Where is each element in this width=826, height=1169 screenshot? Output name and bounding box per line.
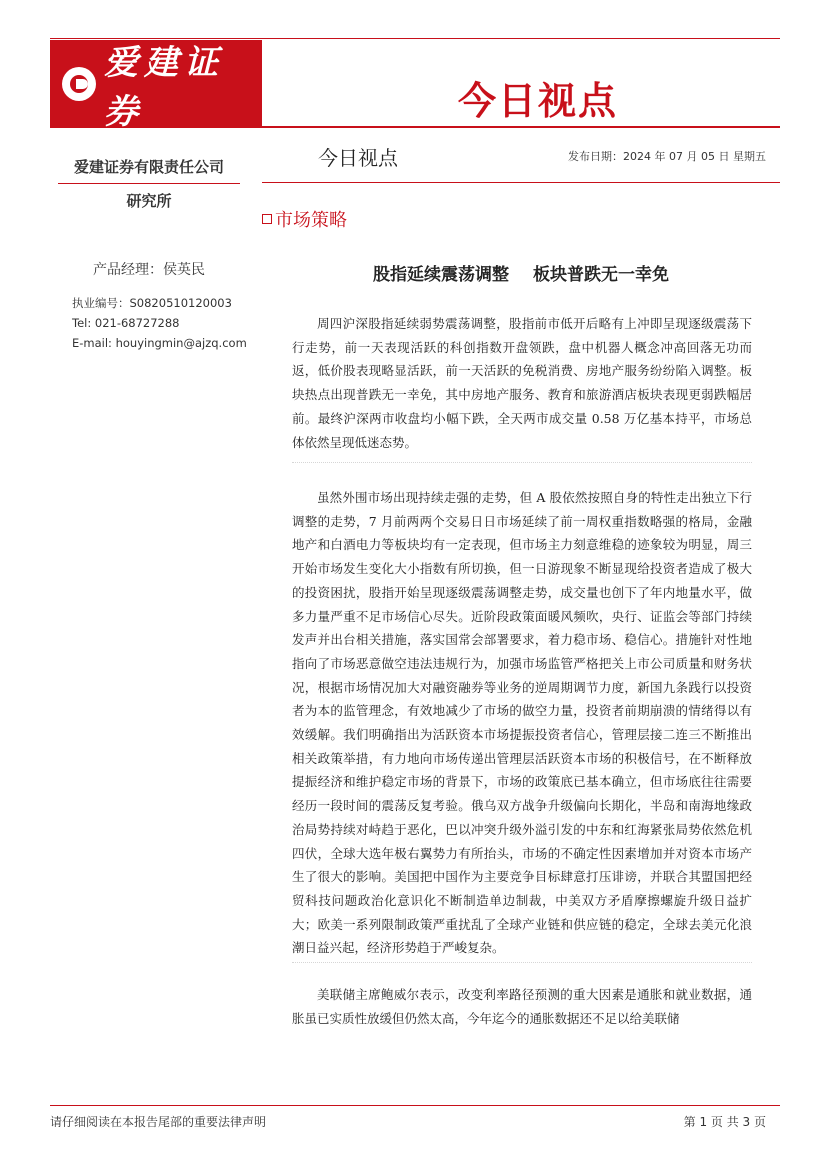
sidebar <box>50 140 248 353</box>
checkbox-square-icon <box>262 214 272 224</box>
paragraph-divider <box>292 962 752 963</box>
legal-disclaimer: 请仔细阅读在本报告尾部的重要法律声明 <box>50 1115 267 1129</box>
article-paragraph: 美联储主席鲍威尔表示，改变利率路径预测的重大因素是通胀和就业数据，通胀虽已实质性放缓但仍然太高，今年迄今的通胀数据还不足以给美联储 <box>292 987 752 1026</box>
institute-name: 研究所 <box>126 192 172 210</box>
article-paragraph: 周四沪深股指延续弱势震荡调整，股指前市低开后略有上冲即呈现逐级震荡下行走势，前一天表现活跃的科创指数开盘领跌，盘中机器人概念冲高回落无功而返，低价股表现略显活跃，前一天活跃的免税消费、房地产服务纷纷陷入调整。板块热点出现普跌无一幸免，其中房地产服务、教育和旅游酒店板块表现更弱跌幅居前。最终沪深两市收盘均小幅下跌，全天两市成交量 0.58 万亿基本持平，市场总体依然呈现低迷态势。 <box>292 316 752 450</box>
sidebar-divider <box>58 183 240 184</box>
subheader-title: 今日视点 <box>318 146 398 170</box>
paragraph-divider <box>292 462 752 463</box>
brand-name: 爱建证券 <box>104 43 224 132</box>
brand-logo <box>50 40 262 132</box>
section-heading <box>262 206 347 232</box>
contact-email[interactable]: E-mail: houyingmin@ajzq.com <box>72 336 247 350</box>
subheader-red-rule <box>262 182 780 183</box>
license-number: 执业编号：S0820510120003 <box>72 296 232 310</box>
page-number: 第 1 页 共 3 页 <box>683 1115 766 1129</box>
article-paragraph: 虽然外围市场出现持续走强的走势，但 A 股依然按照自身的特性走出独立下行调整的走势，7 月前两两个交易日日市场延续了前一周权重指数略强的格局，金融地产和白酒电力等板块均有一定表现，但市场主力刻意维稳的迹象较为明显，周三开始市场发生变化大小指数有所切换，但一日游现象不断显现给投资者造成了极大的投资困扰，股指开始呈现逐级震荡调整走势，成交量也创下了年内地量水平，做多力量严重不足市场信心尽失。近阶段政策面暖风频吹，央行、证监会等部门持续发声并出台相关措施，落实国常会部署要求，着力稳市场、稳信心。措施针对性地指向了市场恶意做空违法违规行为，加强市场监管严格把关上市公司质量和财务状况，根据市场情况加大对融资融券等业务的逆周期调节力度，新国九条践行以投资者为本的监管理念，有效地减少了市场的做空力量，投资者前期崩溃的情绪得以有效缓解。我们明确指出为活跃资本市场提振投资者信心，管理层接二连三不断推出相关政策举措，有力地向市场传递出管理层活跃资本市场的积极信号，在不断释放提振经济和维护稳定市场的背景下，市场的政策底已基本确立，但市场底往往需要经历一段时间的震荡反复考验。俄乌双方战争升级偏向长期化，半岛和南海地缘政治局势持续对峙趋于恶化，巴以冲突升级外溢引发的中东和红海紧张局势依然危机四伏，全球大选年极右翼势力有所抬头，市场的不确定性因素增加并对资本市场产生了很大的影响。美国把中国作为主要竞争目标肆意打压诽谤，并联合其盟国把经贸科技问题政治化意识化不断制造单边制裁，中美双方矛盾摩擦螺旋升级日益扩大；欧美一系列限制政策严重扰乱了全球产业链和供应链的稳定，全球去美元化浪潮日益兴起，经济形势趋于严峻复杂。 <box>292 490 752 956</box>
publish-date: 发布日期：2024 年 07 月 05 日 星期五 <box>568 150 766 163</box>
contact-tel: Tel: 021-68727288 <box>72 316 180 330</box>
section-heading-label: 市场策略 <box>275 210 347 231</box>
header-red-rule <box>262 126 780 128</box>
company-name: 爱建证券有限责任公司 <box>73 158 224 176</box>
product-manager: 产品经理：侯英民 <box>93 262 205 278</box>
brand-logo-icon <box>62 67 96 101</box>
article-title: 股指延续震荡调整 板块普跌无一幸免 <box>373 265 669 285</box>
report-title: 今日视点 <box>458 79 619 123</box>
footer-red-rule <box>50 1105 780 1106</box>
